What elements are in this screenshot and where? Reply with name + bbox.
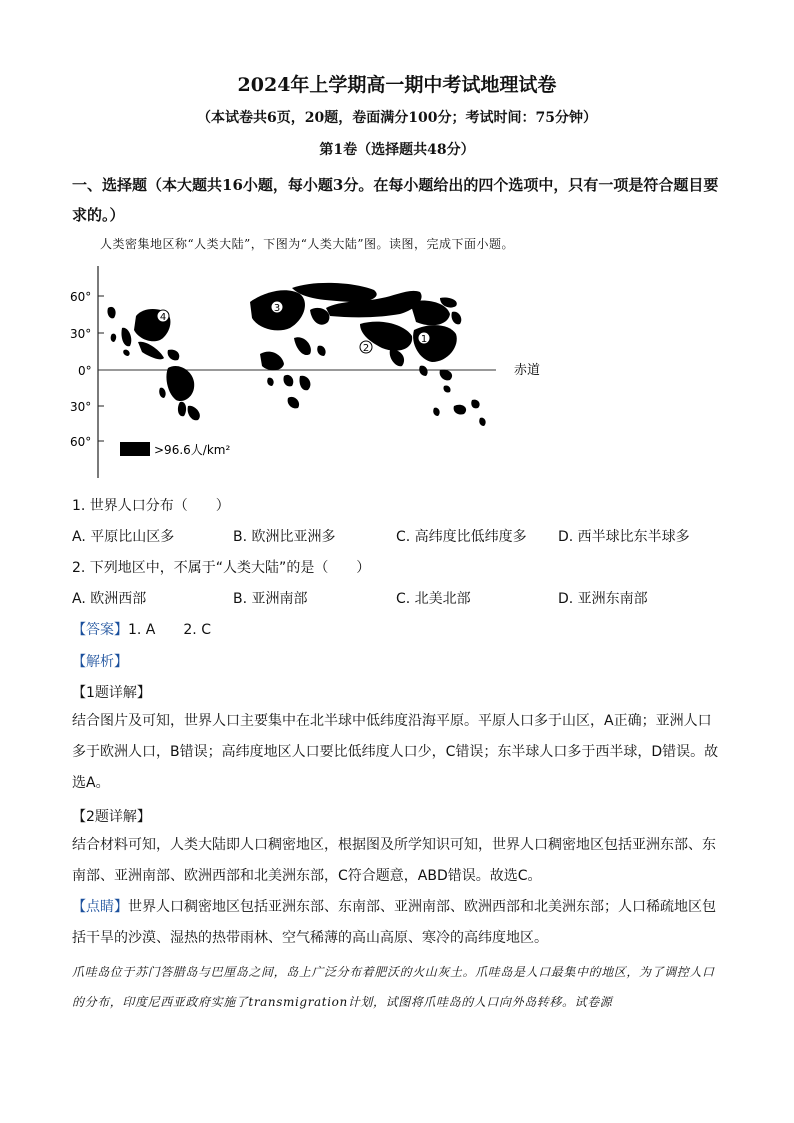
svg-text:3: 3 — [273, 303, 281, 314]
oceania-blobs — [433, 400, 485, 426]
equator-label: 赤道 — [514, 363, 541, 378]
q2-option-a[interactable]: A. 欧洲西部 — [72, 591, 147, 607]
answer-label: 【答案】 — [72, 622, 128, 638]
tip-paragraph — [72, 892, 724, 954]
q2-option-c[interactable]: C. 北美北部 — [396, 591, 471, 607]
exam-info: （本试卷共6页，20题，卷面满分100分；考试时间：75分钟） — [197, 110, 597, 126]
q2-stem: 2. 下列地区中，不属于“人类大陆”的是（ ） — [72, 560, 371, 576]
legend-label: >96.6人/km² — [154, 443, 231, 457]
lat-label-0: 0° — [78, 364, 92, 378]
java-material: 爪哇岛位于苏门答腊岛与巴厘岛之间，岛上广泛分布着肥沃的火山灰土。爪哇岛是人口最集中的地区，为了调控人口的分布，印度尼西亚政府实施了transmigration计划，试图将爪哇岛的人口向外岛转移。试卷源 — [72, 965, 715, 1009]
q1-option-d[interactable]: D. 西半球比东半球多 — [558, 529, 690, 545]
material-intro: 人类密集地区称“人类大陆”，下图为“人类大陆”图。读图，完成下面小题。 — [100, 237, 515, 251]
svg-text:1: 1 — [420, 334, 428, 345]
detail1-label: 【1题详解】 — [72, 685, 151, 701]
detail1-text: 结合图片及可知，世界人口主要集中在北半球中低纬度沿海平原。平原人口多于山区，A正确；亚洲人口多于欧洲人口，B错误；高纬度地区人口要比低纬度人口少，C错误；东半球人口多于西半球，D错误。故选A。 — [72, 713, 719, 791]
q1-option-a[interactable]: A. 平原比山区多 — [72, 529, 175, 545]
region-marker-2 — [360, 341, 372, 354]
population-density-map — [64, 258, 554, 483]
q1-option-b[interactable]: B. 欧洲比亚洲多 — [233, 529, 336, 545]
part-heading: 第1卷（选择题共48分） — [319, 142, 475, 158]
detail2-text: 结合材料可知，人类大陆即人口稠密地区，根据图及所学知识可知，世界人口稠密地区包括亚洲东部、东南部、亚洲南部、欧洲西部和北美洲东部，C符合题意，ABD错误。故选C。 — [72, 837, 716, 884]
lat-label-60s: 60° — [70, 435, 92, 449]
answer-value: 1. A 2. C — [128, 622, 211, 638]
analysis-label: 【解析】 — [72, 654, 128, 670]
q2-option-d[interactable]: D. 亚洲东南部 — [558, 591, 648, 607]
q1-stem: 1. 世界人口分布（ ） — [72, 498, 230, 514]
detail2-label: 【2题详解】 — [72, 809, 151, 825]
lat-label-60n: 60° — [70, 290, 92, 304]
asia-blobs — [326, 291, 461, 393]
tip-label: 【点睛】 — [72, 899, 128, 915]
south-america-blobs — [159, 366, 200, 420]
lat-label-30n: 30° — [70, 327, 92, 341]
tip-text: 世界人口稠密地区包括亚洲东部、东南部、亚洲南部、欧洲西部和北美洲东部；人口稀疏地区包括干旱的沙漠、湿热的热带雨林、空气稀薄的高山高原、寒冷的高纬度地区。 — [72, 899, 716, 946]
svg-text:4: 4 — [159, 312, 167, 323]
lat-label-30s: 30° — [70, 400, 92, 414]
svg-text:2: 2 — [362, 343, 370, 354]
q2-option-b[interactable]: B. 亚洲南部 — [233, 591, 308, 607]
page-title: 2024年上学期高一期中考试地理试卷 — [237, 74, 557, 96]
legend-swatch — [120, 442, 150, 456]
answer-line — [72, 619, 211, 639]
section-heading: 一、选择题（本大题共16小题，每小题3分。在每小题给出的四个选项中，只有一项是符合题目要求的。） — [72, 176, 719, 224]
q1-option-c[interactable]: C. 高纬度比低纬度多 — [396, 529, 527, 545]
